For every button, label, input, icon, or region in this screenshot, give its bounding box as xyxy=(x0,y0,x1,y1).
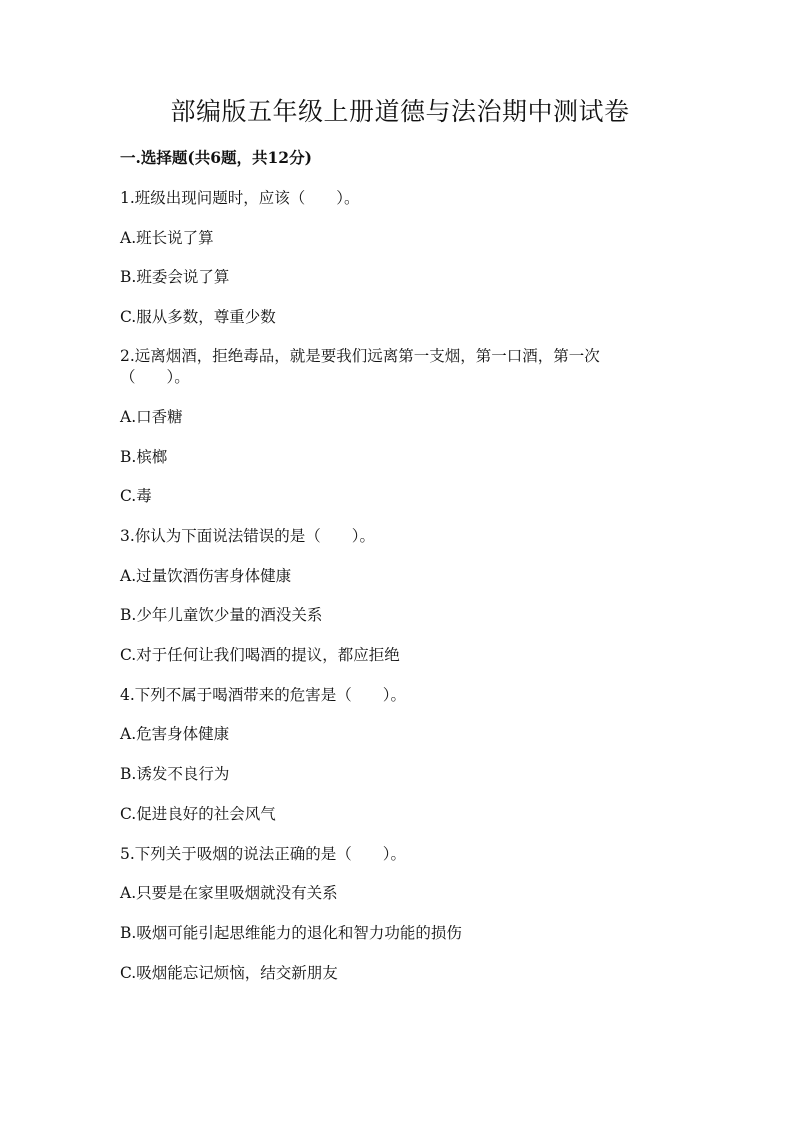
question-stem: 5.下列关于吸烟的说法正确的是（ ）。 xyxy=(120,845,407,863)
option-a: A.只要是在家里吸烟就没有关系 xyxy=(120,884,338,902)
question-stem: 1.班级出现问题时，应该（ ）。 xyxy=(120,189,360,207)
option-c: C.对于任何让我们喝酒的提议，都应拒绝 xyxy=(120,646,400,664)
option-b: B.槟榔 xyxy=(120,448,168,466)
question-stem: 3.你认为下面说法错误的是（ ）。 xyxy=(120,527,376,545)
option-c: C.吸烟能忘记烦恼，结交新朋友 xyxy=(120,964,338,982)
option-a: A.班长说了算 xyxy=(120,229,214,247)
option-b: B.班委会说了算 xyxy=(120,268,230,286)
option-a: A.危害身体健康 xyxy=(120,725,230,743)
option-a: A.过量饮酒伤害身体健康 xyxy=(120,567,292,585)
option-c: C.服从多数，尊重少数 xyxy=(120,308,276,326)
question-stem: 2.远离烟酒，拒绝毒品，就是要我们远离第一支烟，第一口酒，第一次（ ）。 xyxy=(120,347,600,386)
page-title: 部编版五年级上册道德与法治期中测试卷 xyxy=(170,97,630,126)
question-stem: 4.下列不属于喝酒带来的危害是（ ）。 xyxy=(120,686,407,704)
option-b: B.吸烟可能引起思维能力的退化和智力功能的损伤 xyxy=(120,924,462,942)
option-c: C.促进良好的社会风气 xyxy=(120,805,276,823)
section-heading: 一.选择题(共6题，共12分) xyxy=(120,148,312,167)
option-b: B.少年儿童饮少量的酒没关系 xyxy=(120,606,323,624)
option-b: B.诱发不良行为 xyxy=(120,765,230,783)
option-c: C.毒 xyxy=(120,487,152,505)
option-a: A.口香糖 xyxy=(120,408,183,426)
